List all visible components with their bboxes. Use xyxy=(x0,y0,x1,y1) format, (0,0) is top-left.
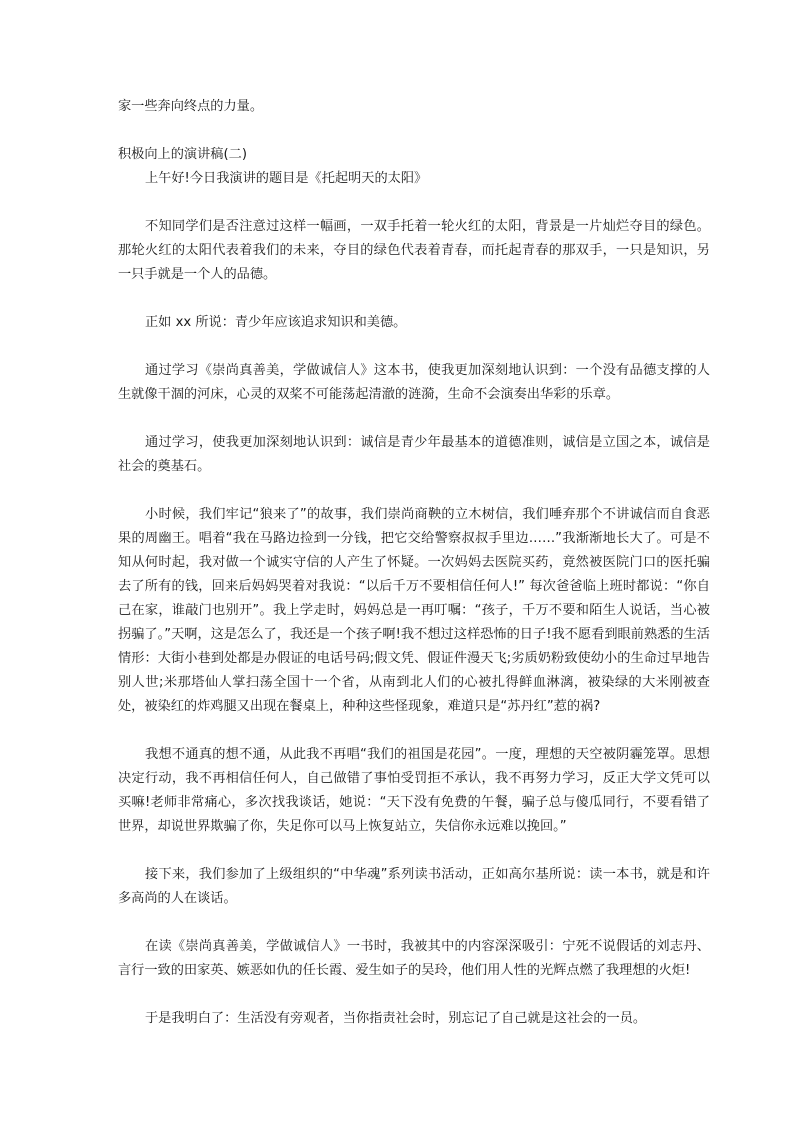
paragraph-5: 小时候，我们牢记“狼来了”的故事，我们崇尚商鞅的立木树信，我们唾弃那个不讲诚信而自食恶果的周幽王。唱着“我在马路边捡到一分钱，把它交给警察叔叔手里边……”我渐渐地长大了。可是不知从何时起，我对做一个诚实守信的人产生了怀疑。一次妈妈去医院买药，竟然被医院门口的医托骗去了所有的钱，回来后妈妈哭着对我说：“以后千万不要相信任何人!” 每次爸爸临上班时都说：“你自己在家，谁敲门也别开”。我上学走时，妈妈总是一再叮嘱：“孩子，千万不要和陌生人说话，当心被拐骗了。”天啊，这是怎么了，我还是一个孩子啊!我不想过这样恐怖的日子!我不愿看到眼前熟悉的生活情形：大街小巷到处都是办假证的电话号码;假文凭、假证件漫天飞;劣质奶粉致使幼小的生命过早地告别人世;米那塔仙人掌扫荡全国十一个省，从南到北人们的心被扎得鲜血淋漓，被染绿的大米刚被查处，被染红的炸鸡腿又出现在餐桌上，种种这些怪现象，难道只是“苏丹红”惹的祸? xyxy=(118,507,710,714)
section-title: 积极向上的演讲稿(二) xyxy=(118,147,247,162)
spacer xyxy=(118,983,710,1007)
spacer xyxy=(118,407,710,431)
spacer xyxy=(118,479,710,503)
paragraph-9: 于是我明白了：生活没有旁观者，当你指责社会时，别忘记了自己就是这社会的一员。 xyxy=(145,1011,647,1026)
paragraph-1: 不知同学们是否注意过这样一幅画，一双手托着一轮火红的太阳，背景是一片灿烂夺目的绿色。那轮火红的太阳代表着我们的未来，夺目的绿色代表着青春，而托起青春的那双手，一只是知识，另一只手就是一个人的品德。 xyxy=(118,219,710,282)
document-page xyxy=(118,95,710,1031)
spacer xyxy=(118,287,710,311)
spacer xyxy=(118,191,710,215)
paragraph-3: 通过学习《崇尚真善美，学做诚信人》这本书，使我更加深刻地认识到：一个没有品德支撑的人生就像干涸的河床，心灵的双桨不可能荡起清澈的涟漪，生命不会演奏出华彩的乐章。 xyxy=(118,363,710,402)
spacer xyxy=(118,839,710,863)
greeting-line: 上午好!今日我演讲的题目是《托起明天的太阳》 xyxy=(145,171,428,186)
spacer xyxy=(118,911,710,935)
paragraph-8: 在读《崇尚真善美，学做诚信人》一书时，我被其中的内容深深吸引：宁死不说假话的刘志丹、言行一致的田家英、嫉恶如仇的任长霞、爱生如子的吴玲，他们用人性的光辉点燃了我理想的火炬! xyxy=(118,939,710,978)
paragraph-7: 接下来，我们参加了上级组织的“中华魂”系列读书活动，正如高尔基所说：读一本书，就是和许多高尚的人在谈话。 xyxy=(118,867,710,906)
paragraph-6: 我想不通真的想不通，从此我不再唱“我们的祖国是花园”。一度，理想的天空被阴霾笼罩。思想决定行动，我不再相信任何人，自己做错了事怕受罚拒不承认，我不再努力学习，反正大学文凭可以买嘛!老师非常痛心，多次找我谈话，她说：“天下没有免费的午餐，骗子总与傻瓜同行，不要看错了世界，却说世界欺骗了你，失足你可以马上恢复站立，失信你永远难以挽回。” xyxy=(118,747,710,834)
spacer xyxy=(118,335,710,359)
intro-tail-line: 家一些奔向终点的力量。 xyxy=(118,99,264,114)
spacer xyxy=(118,719,710,743)
paragraph-2: 正如 xx 所说：青少年应该追求知识和美德。 xyxy=(145,315,407,330)
paragraph-4: 通过学习，使我更加深刻地认识到：诚信是青少年最基本的道德准则，诚信是立国之本，诚信是社会的奠基石。 xyxy=(118,435,710,474)
spacer xyxy=(118,119,710,143)
